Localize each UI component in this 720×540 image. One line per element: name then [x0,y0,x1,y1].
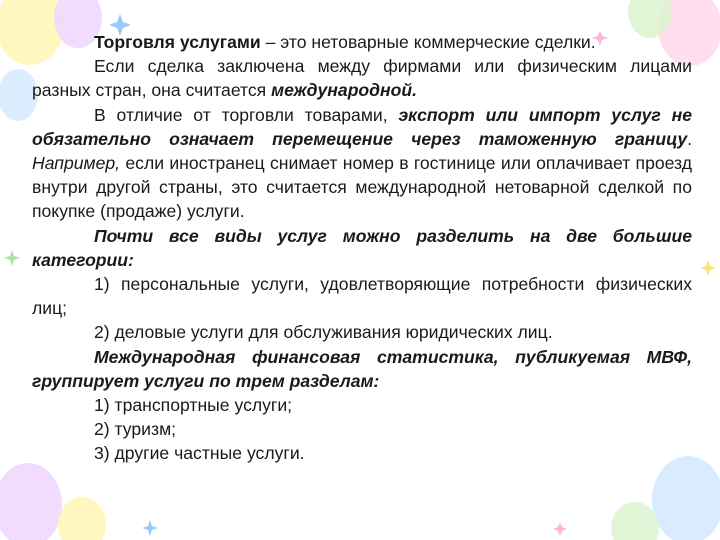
difference-punct: . [687,128,692,149]
categories-heading: Почти все виды услуг можно разделить на две большие категории: [32,225,692,270]
sparkle-icon [142,520,158,536]
international-emphasis: международной. [271,80,418,101]
paragraph-categories-heading [32,224,692,272]
sparkle-icon [700,260,716,276]
sparkle-icon [553,522,567,536]
balloon-icon [58,497,106,540]
international-deal-text: Если сделка заключена между фирмами или физическим лицами разных стран, она считается [32,56,692,101]
balloon-icon [611,502,659,540]
paragraph-definition [32,30,692,54]
list-item-business-services: 2) деловые услуги для обслуживания юридических лиц. [94,322,553,343]
balloon-icon [0,463,62,540]
example-text: если иностранец снимает номер в гостинице или оплачивает проезд внутри другой страны, это считается международной нетоварной сделкой по покупке (продаже) услуги. [32,153,692,222]
balloon-icon [652,456,720,540]
list-item-tourism: 2) туризм; [94,419,177,440]
definition-text: – это нетоварные коммерческие сделки. [260,32,596,52]
example-label: Например, [32,153,121,174]
list-item-personal-services: 1) персональные услуги, удовлетворяющие потребности физических лиц; [32,274,692,319]
paragraph-difference-from-goods [32,103,692,224]
list-item-other-private: 3) другие частные услуги. [94,443,305,464]
paragraph-imf-heading [32,345,692,393]
imf-statistics-heading: Международная финансовая статистика, публикуемая МВФ, группирует услуги по трем разделам: [32,346,692,391]
sparkle-icon [4,250,20,266]
list-item-transport: 1) транспортные услуги; [94,395,293,416]
customs-border-emphasis: экспорт или импорт услуг не обязательно означает перемещение через таможенную границу [32,104,692,149]
difference-intro: В отличие от торговли товарами, [94,104,399,125]
slide-text-body [32,30,692,466]
term-trade-in-services: Торговля услугами [94,32,261,52]
paragraph-international-deal [32,54,692,102]
